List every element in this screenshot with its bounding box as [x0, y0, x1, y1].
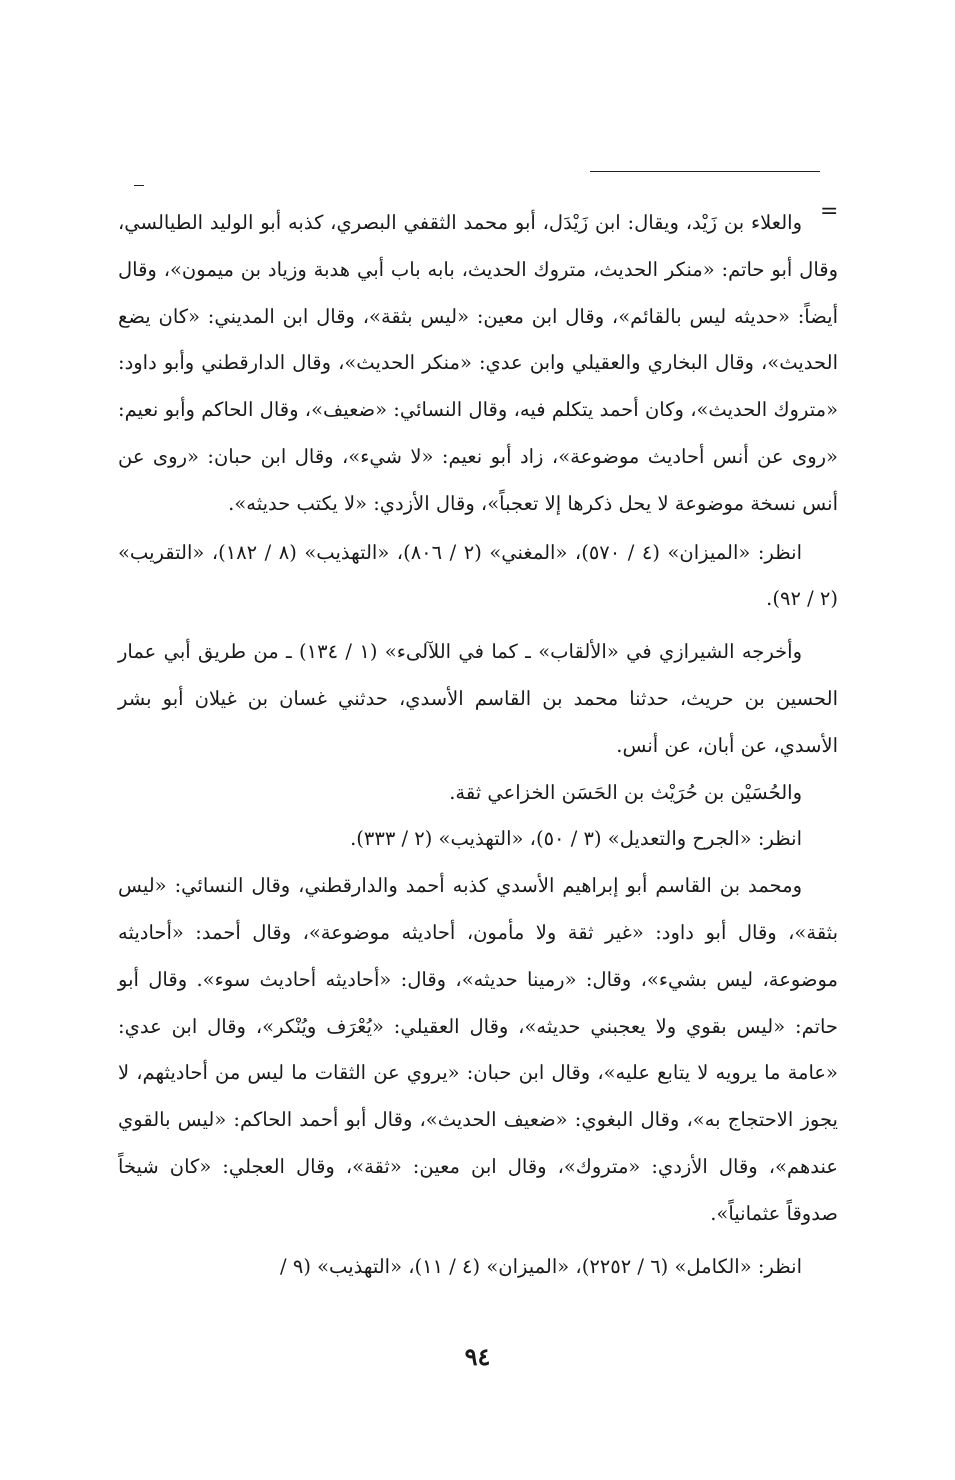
footnote-text — [118, 200, 838, 1290]
continuation-mark — [134, 185, 144, 186]
page-number: ٩٤ — [464, 1342, 491, 1371]
paragraph-reference-1: انظر: «الميزان» (٤ / ٥٧٠)، «المغني» (٢ / ٨٠٦)، «التهذيب» (٨ / ١٨٢)، «التقريب» (٢ / ٩٢). — [118, 540, 838, 611]
paragraph-reference-3: انظر: «الكامل» (٦ / ٢٢٥٢)، «الميزان» (٤ / ١١)، «التهذيب» (٩ / — [280, 1254, 802, 1278]
paragraph-ala-ibn-zayd: والعلاء بن زَيْد، ويقال: ابن زَيْدَل، أبو محمد الثقفي البصري، كذبه أبو الوليد الطيالسي، وقال أبو حاتم: «منكر الحديث، متروك الحديث، بابه باب أبي هدبة وزياد بن ميمون»، وقال أيضاً: «حديثه ليس بالقائم»، وقال ابن معين: «ليس بثقة»، وقال ابن المديني: «كان يضع الحديث»، وقال البخاري والعقيلي وابن عدي: «منكر الحديث»، وقال الدارقطني وأبو داود: «متروك الحديث»، وكان أحمد يتكلم فيه، وقال النسائي: «ضعيف»، وقال الحاكم وأبو نعيم: «روى عن أنس أحاديث موضوعة»، زاد أبو نعيم: «لا شيء»، وقال ابن حبان: «روى عن أنس نسخة موضوعة لا يحل ذكرها إلا تعجباً»، وقال الأزدي: «لا يكتب حديثه». — [118, 211, 838, 515]
paragraph-husayn-ibn-hurayth: والحُسَيْن بن حُرَيْث بن الحَسَن الخزاعي ثقة. — [449, 780, 802, 804]
footnote-separator-line — [590, 171, 820, 172]
footnote-continuation-mark: = — [820, 199, 839, 224]
paragraph-shirazi-alqab: وأخرجه الشيرازي في «الألقاب» ـ كما في اللآلىء» (١ / ١٣٤) ـ من طريق أبي عمار الحسين بن حريث، حدثنا محمد بن القاسم الأسدي، حدثني غسان بن غيلان أبو بشر الأسدي، عن أبان، عن أنس. — [118, 640, 838, 757]
paragraph-reference-2: انظر: «الجرح والتعديل» (٣ / ٥٠)، «التهذيب» (٢ / ٣٣٣). — [350, 827, 802, 851]
paragraph-muhammad-ibn-qasim: ومحمد بن القاسم أبو إبراهيم الأسدي كذبه أحمد والدارقطني، وقال النسائي: «ليس بثقة»، وقال أبو داود: «غير ثقة ولا مأمون، أحاديثه موضوعة»، وقال أحمد: «أحاديثه موضوعة، ليس بشيء»، وقال: «رمينا حديثه»، وقال: «أحاديثه أحاديث سوء». وقال أبو حاتم: «ليس بقوي ولا يعجبني حديثه»، وقال العقيلي: «يُعْرَف ويُنْكر»، وقال ابن عدي: «عامة ما يرويه لا يتابع عليه»، وقال ابن حبان: «يروي عن الثقات ما ليس من أحاديثهم، لا يجوز الاحتجاج به»، وقال البغوي: «ضعيف الحديث»، وقال أبو أحمد الحاكم: «ليس بالقوي عندهم»، وقال الأزدي: «متروك»، وقال ابن معين: «ثقة»، وقال العجلي: «كان شيخاً صدوقاً عثمانياً». — [118, 874, 838, 1225]
